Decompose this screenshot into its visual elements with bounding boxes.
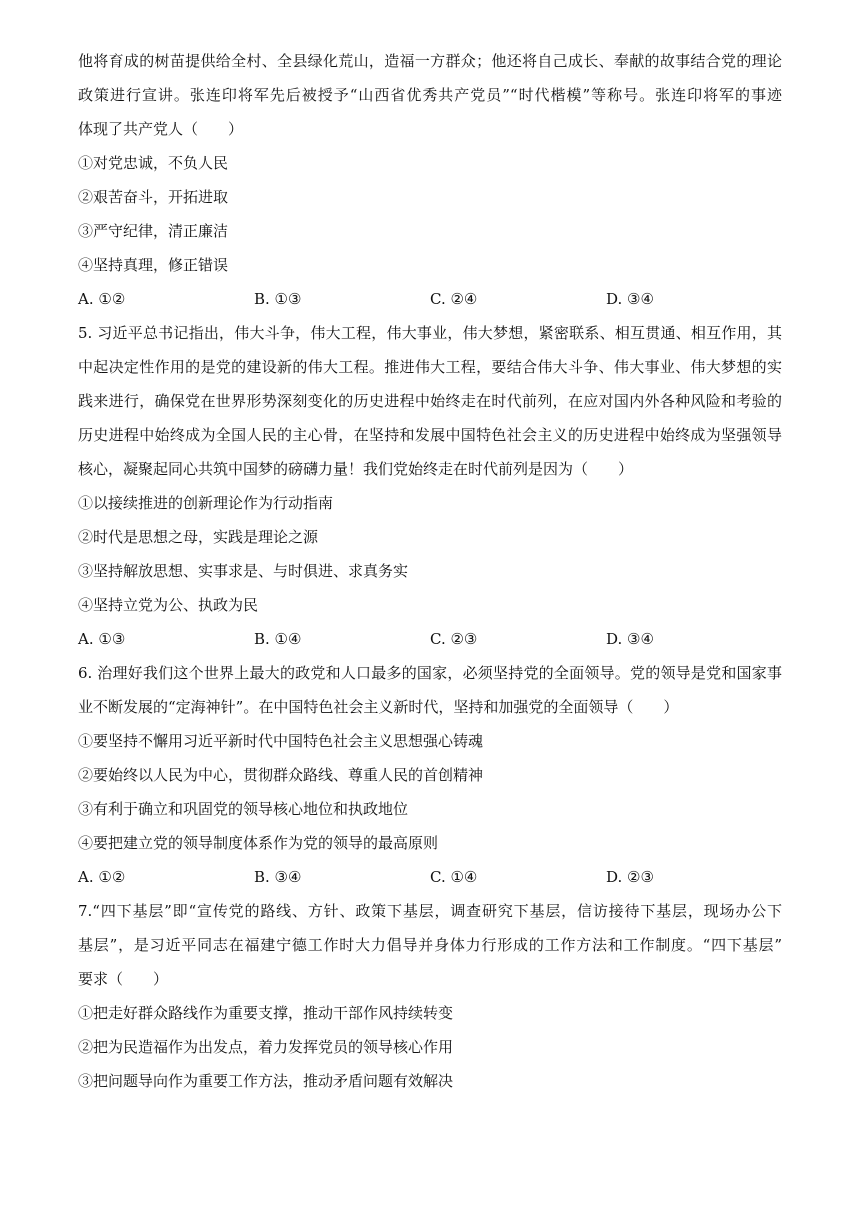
option-item: ②把为民造福作为出发点，着力发挥党员的领导核心作用 <box>78 1038 454 1056</box>
stem-line: 5. 习近平总书记指出，伟大斗争，伟大工程，伟大事业，伟大梦想，紧密联系、相互贯通、相互作用，其 <box>78 324 782 342</box>
stem-line: 核心，凝聚起同心共筑中国梦的磅礴力量！我们党始终走在时代前列是因为（ ） <box>78 460 634 478</box>
option-item: ②艰苦奋斗，开拓进取 <box>78 188 229 206</box>
option-item: ④坚持立党为公、执政为民 <box>78 596 259 614</box>
choice-a: A. ①② <box>78 290 126 308</box>
choice-c: C. ①④ <box>430 868 478 886</box>
option-item: ①把走好群众路线作为重要支撑，推动干部作风持续转变 <box>78 1004 454 1022</box>
stem-line: 政策进行宣讲。张连印将军先后被授予“山西省优秀共产党员”“时代楷模”等称号。张连印将军的事迹 <box>78 86 782 104</box>
choice-a: A. ①③ <box>78 630 126 648</box>
stem-line: 7.“四下基层”即“宣传党的路线、方针、政策下基层，调查研究下基层，信访接待下基层，现场办公下 <box>78 902 782 920</box>
choice-c: C. ②④ <box>430 290 478 308</box>
stem-line: 基层”，是习近平同志在福建宁德工作时大力倡导并身体力行形成的工作方法和工作制度。“四下基层” <box>78 936 782 954</box>
choice-b: B. ③④ <box>254 868 302 886</box>
option-item: ④坚持真理，修正错误 <box>78 256 229 274</box>
option-item: ①以接续推进的创新理论作为行动指南 <box>78 494 334 512</box>
choice-d: D. ③④ <box>606 630 654 648</box>
option-item: ②要始终以人民为中心，贯彻群众路线、尊重人民的首创精神 <box>78 766 484 784</box>
stem-line: 6. 治理好我们这个世界上最大的政党和人口最多的国家，必须坚持党的全面领导。党的领导是党和国家事 <box>78 664 782 682</box>
option-item: ③严守纪律，清正廉洁 <box>78 222 229 240</box>
answer-choices <box>78 282 782 316</box>
choice-c: C. ②③ <box>430 630 478 648</box>
question-5 <box>78 316 782 656</box>
option-item: ③把问题导向作为重要工作方法，推动矛盾问题有效解决 <box>78 1072 454 1090</box>
option-item: ③坚持解放思想、实事求是、与时俱进、求真务实 <box>78 562 409 580</box>
choice-a: A. ①② <box>78 868 126 886</box>
option-item: ③有利于确立和巩固党的领导核心地位和执政地位 <box>78 800 409 818</box>
choice-b: B. ①③ <box>254 290 302 308</box>
answer-choices <box>78 860 782 894</box>
option-item: ①要坚持不懈用习近平新时代中国特色社会主义思想强心铸魂 <box>78 732 484 750</box>
choice-d: D. ②③ <box>606 868 654 886</box>
option-item: ④要把建立党的领导制度体系作为党的领导的最高原则 <box>78 834 439 852</box>
question-4-continuation <box>78 44 782 316</box>
stem-line: 他将育成的树苗提供给全村、全县绿化荒山，造福一方群众；他还将自己成长、奉献的故事结合党的理论 <box>78 52 782 70</box>
option-item: ①对党忠诚，不负人民 <box>78 154 229 172</box>
document-page <box>78 44 782 1098</box>
answer-choices <box>78 622 782 656</box>
question-6 <box>78 656 782 894</box>
stem-line: 践来进行，确保党在世界形势深刻变化的历史进程中始终走在时代前列，在应对国内外各种风险和考验的 <box>78 392 782 410</box>
choice-d: D. ③④ <box>606 290 654 308</box>
option-item: ②时代是思想之母，实践是理论之源 <box>78 528 319 546</box>
stem-line: 体现了共产党人（ ） <box>78 120 244 138</box>
stem-line: 中起决定性作用的是党的建设新的伟大工程。推进伟大工程，要结合伟大斗争、伟大事业、伟大梦想的实 <box>78 358 782 376</box>
stem-line: 要求（ ） <box>78 970 169 988</box>
question-7 <box>78 894 782 1098</box>
choice-b: B. ①④ <box>254 630 302 648</box>
stem-line: 历史进程中始终成为全国人民的主心骨，在坚持和发展中国特色社会主义的历史进程中始终成为坚强领导 <box>78 426 782 444</box>
stem-line: 业不断发展的“定海神针”。在中国特色社会主义新时代，坚持和加强党的全面领导（ ） <box>78 698 679 716</box>
